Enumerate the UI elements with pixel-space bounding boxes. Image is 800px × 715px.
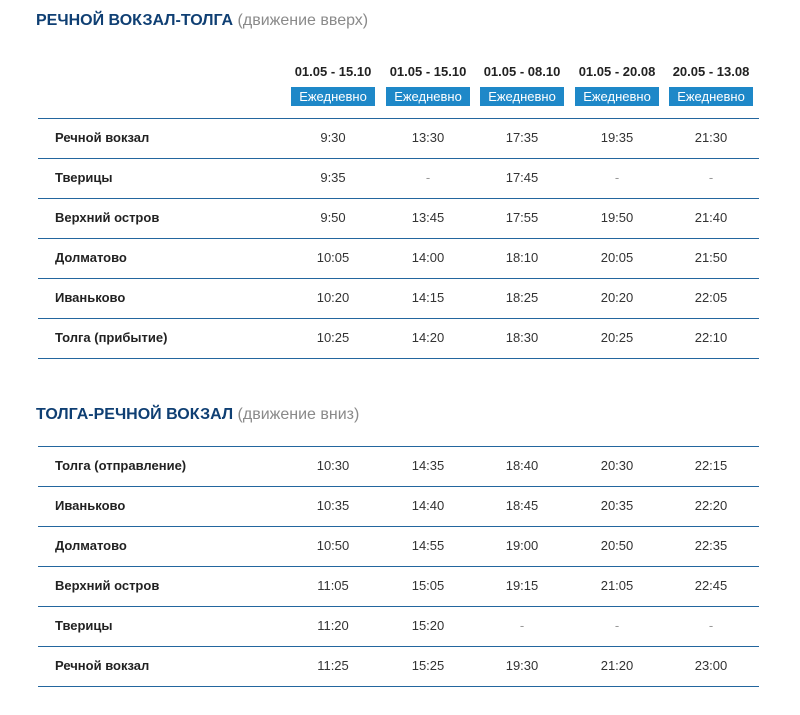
departure-time: 18:25: [505, 290, 539, 305]
table-row: [38, 238, 759, 278]
departure-time: 11:05: [317, 578, 349, 593]
departure-time: 22:45: [694, 578, 728, 593]
downward-subtitle: (движение вниз): [237, 406, 360, 423]
departure-time: 20:20: [600, 290, 634, 305]
departure-time: 11:25: [317, 658, 349, 673]
departure-time: -: [519, 618, 525, 633]
departure-time: 19:15: [505, 578, 539, 593]
departure-time: 10:30: [316, 458, 350, 473]
departure-time: 17:55: [505, 210, 539, 225]
departure-time: 15:20: [411, 618, 445, 633]
stop-name: Верхний остров: [55, 578, 160, 593]
table-row: [38, 318, 759, 358]
departure-time: 20:05: [600, 250, 634, 265]
column-period: 20.05 - 13.08: [672, 64, 750, 79]
table-row: [38, 446, 759, 486]
departure-time: 13:45: [411, 210, 445, 225]
schedule-badge: Ежедневно: [291, 87, 375, 106]
departure-time: 22:10: [694, 330, 728, 345]
departure-time: 21:20: [600, 658, 634, 673]
departure-time: 17:35: [505, 130, 539, 145]
departure-time: 19:30: [505, 658, 539, 673]
table-row: [38, 646, 759, 686]
departure-time: 10:35: [316, 498, 350, 513]
departure-time: 18:45: [505, 498, 539, 513]
departure-time: 20:30: [600, 458, 634, 473]
departure-time: 10:20: [316, 290, 350, 305]
departure-time: 21:05: [600, 578, 634, 593]
departure-time: -: [708, 170, 714, 185]
departure-time: 13:30: [411, 130, 445, 145]
stop-name: Тверицы: [55, 618, 113, 633]
stop-name: Долматово: [55, 250, 127, 265]
departure-time: 19:00: [505, 538, 539, 553]
departure-time: 22:05: [694, 290, 728, 305]
departure-time: 9:30: [320, 130, 346, 145]
schedule-badge: Ежедневно: [575, 87, 659, 106]
departure-time: 17:45: [505, 170, 539, 185]
departure-time: 9:35: [320, 170, 346, 185]
downward-section-title: [36, 406, 359, 424]
departure-time: 21:40: [694, 210, 728, 225]
departure-time: 19:50: [600, 210, 634, 225]
departure-time: 14:00: [411, 250, 445, 265]
departure-time: -: [708, 618, 714, 633]
table-row: [38, 278, 759, 318]
stop-name: Толга (прибытие): [55, 330, 168, 345]
table-row: [38, 118, 759, 158]
schedule-badge: Ежедневно: [669, 87, 753, 106]
departure-time: 22:20: [694, 498, 728, 513]
table-row: [38, 158, 759, 198]
table-row: [38, 526, 759, 566]
column-period: 01.05 - 20.08: [578, 64, 656, 79]
column-period: 01.05 - 15.10: [389, 64, 467, 79]
stop-name: Тверицы: [55, 170, 113, 185]
stop-name: Иваньково: [55, 498, 126, 513]
departure-time: 21:30: [694, 130, 728, 145]
upward-subtitle: (движение вверх): [237, 12, 369, 29]
table-row: [38, 566, 759, 606]
departure-time: 10:25: [316, 330, 350, 345]
schedule-badge: Ежедневно: [386, 87, 470, 106]
downward-title: ТОЛГА-РЕЧНОЙ ВОКЗАЛ: [36, 406, 234, 423]
departure-time: 10:05: [316, 250, 350, 265]
departure-time: 19:35: [600, 130, 634, 145]
stop-name: Долматово: [55, 538, 127, 553]
departure-time: 9:50: [320, 210, 346, 225]
stop-name: Толга (отправление): [55, 458, 187, 473]
departure-time: 14:15: [411, 290, 445, 305]
upward-section-title: [36, 12, 368, 30]
departure-time: 18:10: [505, 250, 539, 265]
stop-name: Речной вокзал: [55, 130, 150, 145]
stop-name: Иваньково: [55, 290, 126, 305]
table-divider: [38, 358, 759, 359]
departure-time: 14:40: [411, 498, 445, 513]
departure-time: 14:55: [411, 538, 445, 553]
table-row: [38, 198, 759, 238]
departure-time: 11:20: [317, 618, 349, 633]
departure-time: 20:25: [600, 330, 634, 345]
schedule-badge: Ежедневно: [480, 87, 564, 106]
table-row: [38, 606, 759, 646]
departure-time: 21:50: [694, 250, 728, 265]
departure-time: -: [614, 618, 620, 633]
departure-time: 15:05: [411, 578, 445, 593]
departure-time: 23:00: [694, 658, 728, 673]
departure-time: 18:40: [505, 458, 539, 473]
table-row: [38, 486, 759, 526]
departure-time: 20:35: [600, 498, 634, 513]
column-period: 01.05 - 08.10: [483, 64, 561, 79]
stop-name: Речной вокзал: [55, 658, 150, 673]
departure-time: -: [425, 170, 431, 185]
stop-name: Верхний остров: [55, 210, 160, 225]
upward-title: РЕЧНОЙ ВОКЗАЛ-ТОЛГА: [36, 12, 234, 29]
departure-time: 14:35: [411, 458, 445, 473]
departure-time: -: [614, 170, 620, 185]
departure-time: 15:25: [411, 658, 445, 673]
departure-time: 22:35: [694, 538, 728, 553]
departure-time: 20:50: [600, 538, 634, 553]
departure-time: 22:15: [694, 458, 728, 473]
column-period: 01.05 - 15.10: [294, 64, 372, 79]
departure-time: 14:20: [411, 330, 445, 345]
table-divider: [38, 686, 759, 687]
departure-time: 18:30: [505, 330, 539, 345]
departure-time: 10:50: [316, 538, 350, 553]
